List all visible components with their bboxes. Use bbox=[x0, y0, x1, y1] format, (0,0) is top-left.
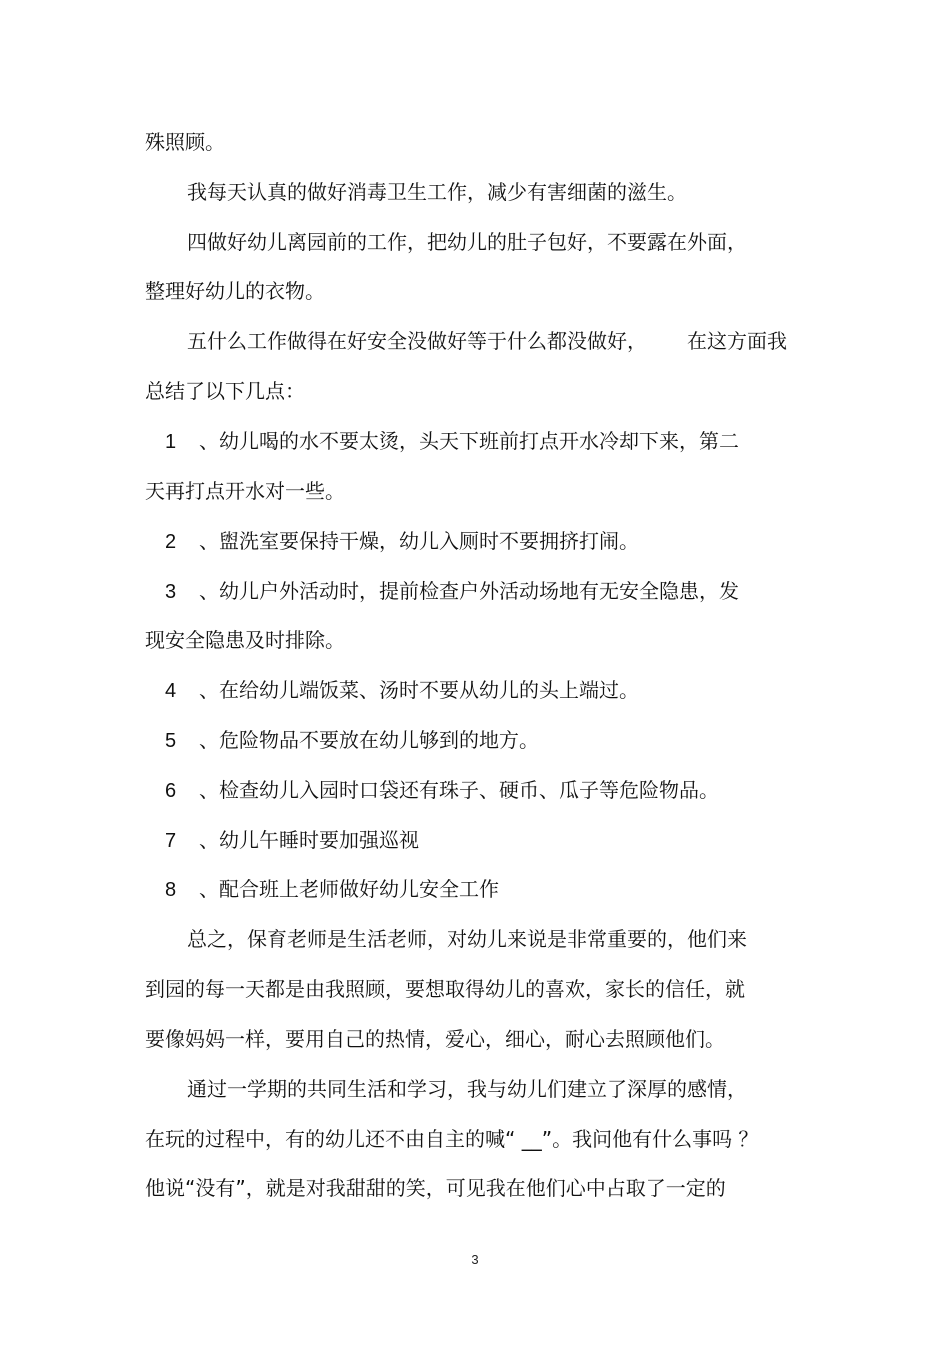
list-item bbox=[165, 776, 719, 805]
list-item-number: 2 bbox=[165, 531, 177, 553]
list-item-text: 、幼儿户外活动时，提前检查户外活动场地有无安全隐患，发 bbox=[199, 579, 739, 603]
list-item-text: 、幼儿午睡时要加强巡视 bbox=[199, 828, 419, 852]
list-item-number: 7 bbox=[165, 830, 177, 852]
text-line: 四做好幼儿离园前的工作，把幼儿的肚子包好，不要露在外面， bbox=[187, 230, 747, 254]
text-line: 整理好幼儿的衣物。 bbox=[145, 279, 325, 303]
list-item-text: 、危险物品不要放在幼儿够到的地方。 bbox=[199, 728, 539, 752]
list-item-text: 、在给幼儿端饭菜、汤时不要从幼儿的头上端过。 bbox=[199, 678, 639, 702]
list-item bbox=[165, 577, 739, 606]
list-item-number: 8 bbox=[165, 879, 177, 901]
list-item bbox=[165, 527, 639, 556]
list-item-number: 5 bbox=[165, 730, 177, 752]
list-item-text: 、幼儿喝的水不要太烫，头天下班前打点开水冷却下来，第二 bbox=[199, 429, 739, 453]
page-number: 3 bbox=[471, 1252, 479, 1267]
text-line: 总结了以下几点： bbox=[145, 379, 305, 403]
list-item bbox=[165, 676, 639, 705]
text-line: 他说“没有”，就是对我甜甜的笑，可见我在他们心中占取了一定的 bbox=[145, 1176, 726, 1200]
list-item bbox=[165, 726, 539, 755]
list-item bbox=[165, 875, 499, 904]
text-line: 要像妈妈一样，要用自己的热情，爱心，细心，耐心去照顾他们。 bbox=[145, 1027, 725, 1051]
list-item-number: 1 bbox=[165, 431, 177, 453]
text-line: 我每天认真的做好消毒卫生工作，减少有害细菌的滋生。 bbox=[187, 180, 687, 204]
text-line: 现安全隐患及时排除。 bbox=[145, 628, 345, 652]
list-item-text: 、盥洗室要保持干燥，幼儿入厕时不要拥挤打闹。 bbox=[199, 529, 639, 553]
text-segment: 五什么工作做得在好安全没做好等于什么都没做好， bbox=[187, 329, 647, 353]
list-item-number: 6 bbox=[165, 780, 177, 802]
text-line: 在玩的过程中，有的幼儿还不由自主的喊“ __”。我问他有什么事吗 ？ bbox=[145, 1127, 759, 1151]
text-line: 殊照顾。 bbox=[145, 130, 225, 154]
text-line bbox=[187, 327, 787, 355]
list-item bbox=[165, 826, 419, 855]
text-line: 到园的每一天都是由我照顾，要想取得幼儿的喜欢，家长的信任，就 bbox=[145, 977, 745, 1001]
text-line: 通过一学期的共同生活和学习，我与幼儿们建立了深厚的感情， bbox=[187, 1077, 747, 1101]
list-item bbox=[165, 427, 739, 456]
list-item-text: 、检查幼儿入园时口袋还有珠子、硬币、瓜子等危险物品。 bbox=[199, 778, 719, 802]
list-item-text: 、配合班上老师做好幼儿安全工作 bbox=[199, 877, 499, 901]
text-line: 总之，保育老师是生活老师，对幼儿来说是非常重要的，他们来 bbox=[187, 927, 747, 951]
list-item-number: 3 bbox=[165, 581, 177, 603]
text-line: 天再打点开水对一些。 bbox=[145, 479, 345, 503]
text-segment: 在这方面我 bbox=[687, 329, 787, 353]
list-item-number: 4 bbox=[165, 680, 177, 702]
